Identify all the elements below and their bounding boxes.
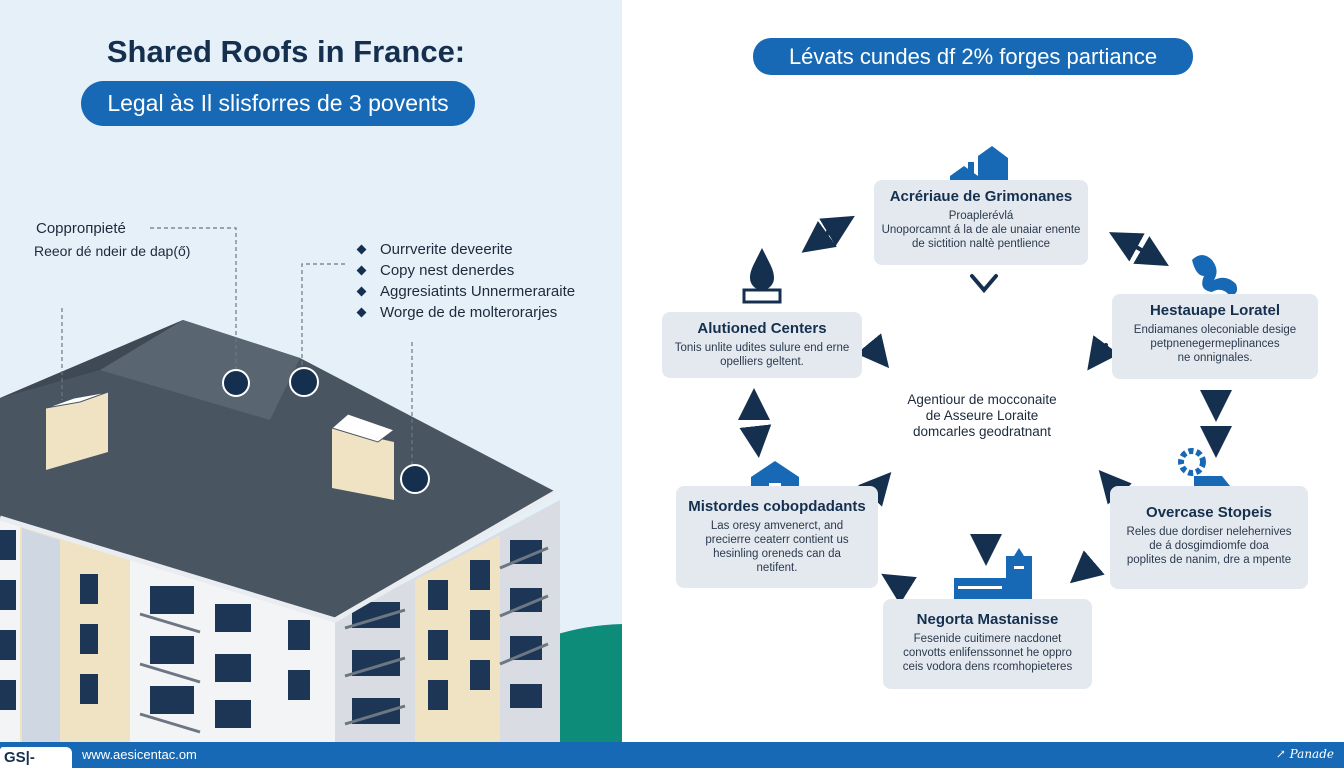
node-overcase-stopeis	[1110, 486, 1308, 589]
node-alutioned-centers	[662, 312, 862, 378]
callout-copropriete-subtitle: Reeor dé ndeir de dap(ő)	[34, 243, 191, 259]
node-description: Las oresy amvenerct, and precierre ceaterr contient us hesinling oreneds can da netifent.	[705, 520, 849, 574]
flow-arrow	[808, 232, 830, 248]
node-title: Negorta Mastanisse	[916, 611, 1059, 628]
diamond-bullet-icon	[357, 308, 367, 318]
bullet-item: Copy nest denerdes	[356, 260, 575, 281]
flow-arrow	[1116, 236, 1138, 248]
node-title: Alutioned Centers	[697, 320, 827, 337]
flow-arrow	[972, 276, 996, 290]
node-description: Fesenide cuitimere nacdonet convotts enlifenssonnet he oppro ceis vodora dens rcomhopieteres	[902, 633, 1073, 673]
feature-bullet-list	[356, 239, 575, 323]
bullet-item: Aggresiatints Unnermeraraite	[356, 281, 575, 302]
flow-arrow	[828, 220, 848, 232]
diamond-bullet-icon	[357, 245, 367, 255]
footer-website-link[interactable]: www.aesicentac.om	[82, 747, 197, 762]
bullet-item: Ourrverite deveerite	[356, 239, 575, 260]
node-title: Mistordes cobopdadants	[688, 498, 866, 515]
node-title: Hestauape Loratel	[1149, 302, 1281, 319]
node-description: Tonis unlite udites sulure end erne opelliers geltent.	[674, 342, 850, 368]
node-negorta-mastanisse	[883, 599, 1092, 689]
flow-arrow	[888, 578, 904, 588]
node-title: Overcase Stopeis	[1146, 504, 1272, 521]
node-hestauape-loratel	[1112, 294, 1318, 379]
center-hub-text: Agentiour de mocconaite de Asseure Loraite domcarles geodratnant	[907, 392, 1057, 439]
water-drop-icon	[740, 246, 784, 306]
bullet-item: Worge de de molterorarjes	[356, 302, 575, 323]
node-description: Reles due dordiser nelehernives de á dosgimdiomfe doa poplites de nanim, dre a mpente	[1126, 526, 1292, 566]
node-mistordes	[676, 486, 878, 588]
callout-copropriete-title: Copproпріеté	[36, 220, 126, 237]
footer-logo[interactable]: GS|-	[0, 747, 72, 768]
pin-marker-icon[interactable]	[222, 369, 250, 397]
left-panel	[0, 0, 622, 742]
flow-arrow	[870, 345, 884, 362]
city-building-icon	[954, 546, 1036, 604]
footer-signature: ↗ Panade	[1275, 747, 1334, 761]
node-title: Acrériaue de Grimonanes	[889, 188, 1073, 205]
flow-arrow	[1092, 345, 1106, 364]
subtitle-badge: Legal às Il slisforres de 3 povents	[81, 81, 475, 126]
flow-arrow	[1138, 248, 1162, 262]
diagram-title-badge: Lévats cundes df 2% forges partiance	[753, 38, 1193, 75]
drain-marker-icon[interactable]	[289, 367, 319, 397]
footer-bar	[0, 742, 1344, 768]
diamond-bullet-icon	[357, 287, 367, 297]
node-description: Endiamanes oleconiable desige petpnenegermeplinances ne onnignales.	[1133, 324, 1297, 364]
page-title: Shared Roofs in France:	[106, 34, 466, 69]
diamond-bullet-icon	[357, 266, 367, 276]
flow-arrow	[756, 432, 758, 450]
vent-marker-icon[interactable]	[400, 464, 430, 494]
node-description: Proaplerévlá Unoporcamnt á la de ale unaiar enente de sictition naltè pentlience	[881, 210, 1081, 250]
node-acreriaue	[874, 180, 1088, 265]
flow-arrow	[1076, 566, 1090, 578]
pipe-tool-icon	[1186, 250, 1242, 300]
